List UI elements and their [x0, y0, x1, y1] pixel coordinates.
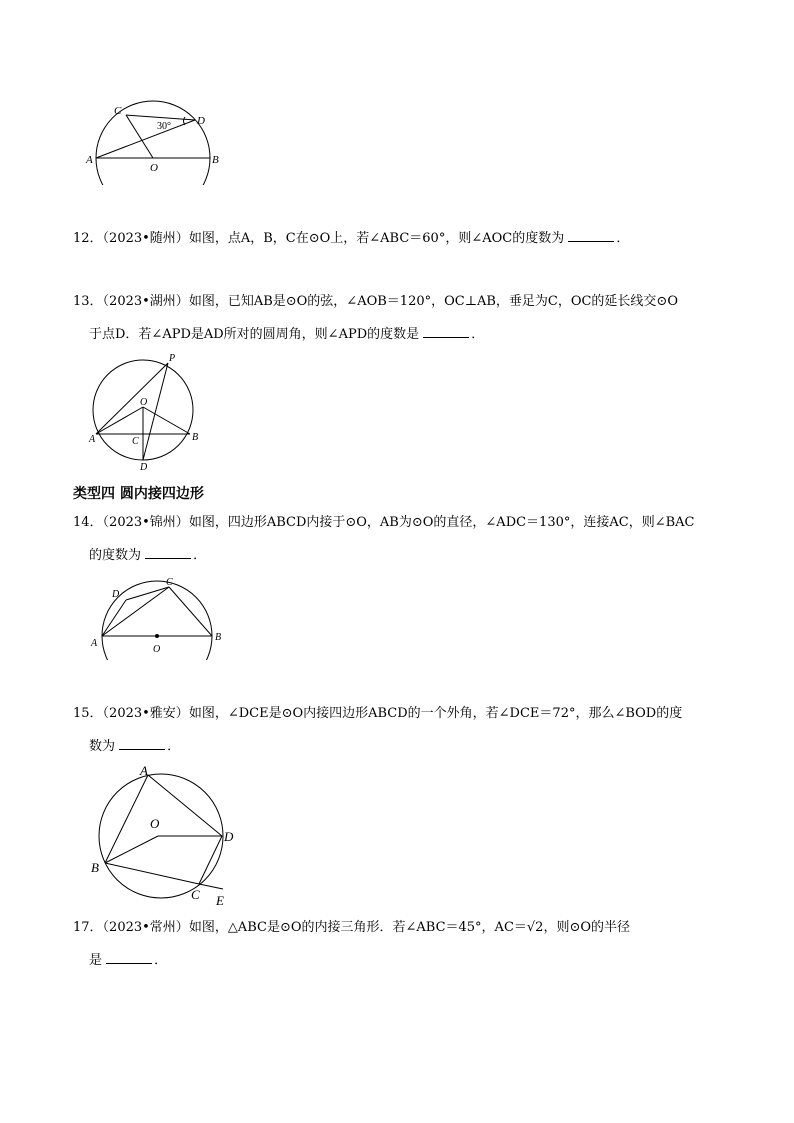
label-p: P — [169, 353, 176, 364]
question-number: 13． — [73, 294, 103, 309]
label-c: C — [191, 887, 200, 902]
question-end: ． — [471, 327, 485, 342]
answer-blank[interactable] — [423, 325, 469, 338]
label-b: B — [212, 154, 219, 166]
segment-ap — [96, 363, 168, 434]
segment-bc — [105, 863, 199, 884]
segment-co — [126, 115, 153, 158]
label-o: O — [153, 644, 161, 655]
question-text-line2: 于点D．若∠APD是AD所对的圆周角，则∠APD的度数是 — [89, 327, 420, 342]
question-number: 14． — [73, 515, 103, 530]
label-c: C — [114, 105, 122, 117]
segment-pd — [143, 363, 168, 460]
label-c: C — [166, 577, 173, 588]
label-e: E — [216, 893, 224, 908]
label-b: B — [91, 860, 99, 875]
label-a: A — [140, 763, 148, 778]
label-c: C — [132, 436, 139, 447]
label-d: D — [140, 462, 148, 472]
label-b: B — [192, 432, 199, 443]
question-13 — [73, 293, 678, 344]
label-o: O — [140, 397, 148, 408]
question-17 — [73, 919, 630, 970]
question-text-b: ，则⊙O的半径 — [543, 920, 631, 935]
segment-ad — [102, 600, 126, 636]
question-end: ． — [154, 953, 168, 968]
label-o: O — [150, 816, 160, 831]
label-d: D — [197, 115, 205, 127]
question-source: （2023•湖州） — [102, 294, 189, 309]
question-end: ． — [193, 548, 207, 563]
question-end: ． — [167, 739, 181, 754]
label-d: D — [112, 589, 120, 600]
answer-blank[interactable] — [119, 737, 165, 750]
question-number: 15． — [73, 706, 103, 721]
figure-q13 — [85, 350, 210, 472]
label-o: O — [150, 162, 158, 174]
segment-bo — [143, 407, 190, 434]
segment-bo — [105, 836, 158, 863]
answer-blank[interactable] — [145, 546, 191, 559]
label-a: A — [89, 434, 96, 445]
label-a: A — [91, 638, 98, 649]
angle-arc — [184, 117, 186, 125]
question-number: 12． — [73, 231, 103, 246]
question-text-a: 如图，△ABC是⊙O的内接三角形．若∠ABC＝45°，AC＝ — [188, 920, 527, 935]
answer-blank[interactable] — [568, 229, 614, 242]
segment-cb — [169, 587, 212, 636]
question-text: 如图，点A，B，C在⊙O上，若∠ABC＝60°，则∠AOC的度数为 — [188, 231, 565, 246]
question-text-line2: 是 — [89, 953, 103, 968]
answer-blank[interactable] — [106, 951, 152, 964]
figure-q14 — [85, 575, 230, 660]
question-14 — [73, 514, 695, 565]
question-source: （2023•锦州） — [102, 515, 189, 530]
label-b: B — [215, 632, 222, 643]
center-dot — [155, 634, 159, 638]
question-number: 17． — [73, 920, 103, 935]
angle-label: 30° — [157, 121, 171, 132]
question-text-line1: 如图，∠DCE是⊙O内接四边形ABCD的一个外角，若∠DCE＝72°，那么∠BOD的度 — [188, 706, 683, 721]
sqrt-value: √2 — [526, 920, 544, 935]
question-source: （2023•常州） — [102, 920, 189, 935]
question-text-line1: 如图，四边形ABCD内接于⊙O，AB为⊙O的直径，∠ADC＝130°，连接AC，则∠BAC — [188, 515, 695, 530]
label-d: D — [224, 829, 234, 844]
question-text-line1: 如图，已知AB是⊙O的弦，∠AOB＝120°，OC⊥AB，垂足为C，OC的延长线交⊙O — [188, 294, 678, 309]
chord-ad — [96, 120, 195, 158]
label-a: A — [86, 154, 93, 166]
figure-q15 — [85, 763, 245, 908]
question-end: ． — [616, 231, 630, 246]
question-12 — [73, 229, 629, 248]
question-text-line2: 数为 — [89, 739, 116, 754]
question-source: （2023•雅安） — [102, 706, 189, 721]
question-source: （2023•随州） — [102, 231, 189, 246]
question-15 — [73, 705, 682, 756]
segment-ce — [199, 884, 223, 889]
segment-ab — [105, 775, 148, 863]
figure-q11 — [85, 95, 225, 185]
segment-dc — [126, 587, 169, 600]
section-heading: 类型四 圆内接四边形 — [73, 486, 204, 502]
question-text-line2: 的度数为 — [89, 548, 142, 563]
